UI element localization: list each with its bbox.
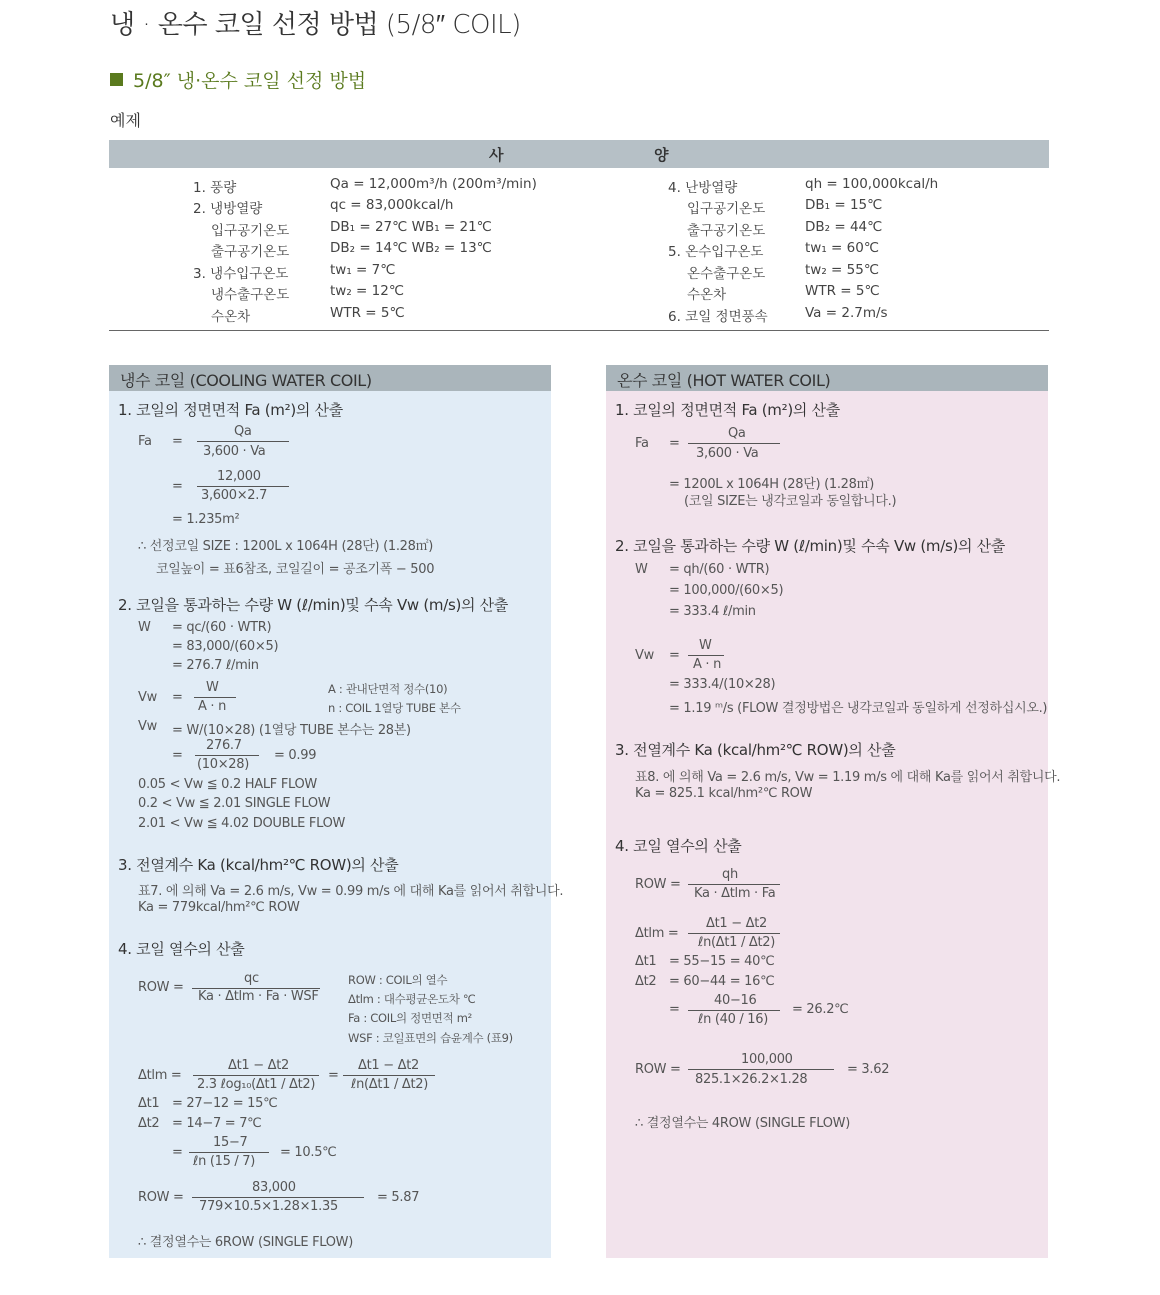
spec-left-value-3: DB₂ = 14℃ WB₂ = 13℃ <box>330 240 492 256</box>
hot-dt1-label: Δt1 <box>635 954 657 969</box>
cooling-panel-title: 냉수 코일 (COOLING WATER COIL) <box>120 371 372 390</box>
cooling-row-note-4: WSF : 코일표면의 습윤계수 (표9) <box>348 1031 513 1045</box>
hot-w-label: W <box>635 562 648 577</box>
cooling-fa2-den: 3,600×2.7 <box>201 488 268 503</box>
cooling-fa-fraction-bar <box>197 441 289 442</box>
spec-divider <box>109 330 1049 331</box>
spec-left-label-5: 냉수출구온도 <box>211 287 290 303</box>
cooling-s3-heading: 3. 전열계수 Ka (kcal/hm²℃ ROW)의 산출 <box>118 856 399 874</box>
spec-right-label-0: 4. 난방열량 <box>668 180 738 196</box>
hot-w-line3: = 333.4 ℓ/min <box>669 604 756 619</box>
cooling-row-label: ROW = <box>138 980 184 995</box>
hot-dt2: = 60−44 = 16℃ <box>669 974 775 989</box>
cooling-dtlm-num2: Δt1 − Δt2 <box>358 1058 419 1073</box>
cooling-s2-heading: 2. 코일을 통과하는 수량 W (ℓ/min)및 수속 Vw (m/s)의 산출 <box>118 596 509 614</box>
hot-w-line2: = 100,000/(60×5) <box>669 583 784 598</box>
spec-right-value-2: DB₂ = 44℃ <box>805 219 883 235</box>
cooling-s3-line2: Ka = 779kcal/hm²℃ ROW <box>138 900 300 915</box>
cooling-dtlm3-den: ℓn (15 / 7) <box>193 1154 256 1169</box>
subtitle-text: 5/8″ 냉·온수 코일 선정 방법 <box>133 70 367 92</box>
cooling-s4-heading: 4. 코일 열수의 산출 <box>118 940 245 958</box>
hot-s1-heading: 1. 코일의 정면면적 Fa (m²)의 산출 <box>615 401 840 419</box>
hot-fa-line1: = 1200L x 1064H (28단) (1.28㎡) <box>669 477 875 492</box>
hot-s3-heading: 3. 전열계수 Ka (kcal/hm²℃ ROW)의 산출 <box>615 741 896 759</box>
hot-fa-fraction-bar <box>688 443 780 444</box>
cooling-vw-eq: = <box>172 690 183 705</box>
spec-right-label-5: 수온차 <box>687 287 727 303</box>
cooling-vw3-num: 276.7 <box>206 738 242 753</box>
cooling-vw-num: W <box>206 680 219 695</box>
cooling-fa-num: Qa <box>234 424 252 439</box>
cooling-dt2-label: Δt2 <box>138 1116 160 1131</box>
hot-vw-num: W <box>699 638 712 653</box>
cooling-vw3-fraction-bar <box>195 755 259 756</box>
spec-left-value-0: Qa = 12,000m³/h (200m³/min) <box>330 176 537 192</box>
hot-dtlm2-eq: = <box>669 1002 680 1017</box>
hot-row2-den: 825.1×26.2×1.28 <box>695 1072 808 1087</box>
cooling-row2-fraction-bar <box>192 1197 364 1198</box>
cooling-vw-result: = 0.99 <box>274 748 317 763</box>
cooling-flow-range-2: 0.2 < Vw ≦ 2.01 SINGLE FLOW <box>138 796 331 811</box>
spec-left-label-2: 입구공기온도 <box>211 223 290 239</box>
cooling-selected-size: ∴ 선정코일 SIZE : 1200L x 1064H (28단) (1.28㎡) <box>138 539 434 554</box>
hot-fa-num: Qa <box>728 426 746 441</box>
hot-row-result: = 3.62 <box>847 1062 890 1077</box>
cooling-panel-header <box>109 365 551 391</box>
hot-dtlm2-fraction-bar <box>688 1010 780 1011</box>
cooling-w-line2: = 83,000/(60×5) <box>172 639 279 654</box>
hot-dt1: = 55−15 = 40℃ <box>669 954 775 969</box>
spec-left-label-6: 수온차 <box>211 309 251 325</box>
cooling-note-n: n : COIL 1열당 TUBE 본수 <box>328 701 461 715</box>
cooling-vw3-eq: = <box>172 748 183 763</box>
spec-right-value-3: tw₁ = 60℃ <box>805 240 879 256</box>
hot-dt2-label: Δt2 <box>635 974 657 989</box>
hot-coil-panel <box>606 365 1061 1258</box>
spec-left-value-1: qc = 83,000kcal/h <box>330 197 454 213</box>
spec-header <box>109 140 1049 168</box>
hot-s3-line2: Ka = 825.1 kcal/hm²℃ ROW <box>635 786 813 801</box>
cooling-w-line3: = 276.7 ℓ/min <box>172 658 259 673</box>
cooling-flow-range-3: 2.01 < Vw ≦ 4.02 DOUBLE FLOW <box>138 816 346 831</box>
hot-s4-heading: 4. 코일 열수의 산출 <box>615 837 742 855</box>
cooling-row-den: Ka · Δtlm · Fa · WSF <box>198 989 319 1004</box>
hot-dtlm-label: Δtlm = <box>635 926 679 941</box>
square-bullet-icon <box>110 73 123 86</box>
spec-left-label-1: 2. 냉방열량 <box>193 201 263 217</box>
hot-vw-fraction-bar <box>688 655 724 656</box>
cooling-dtlm3-num: 15−7 <box>213 1135 248 1150</box>
hot-row-label: ROW = <box>635 877 681 892</box>
spec-right-value-5: WTR = 5℃ <box>805 283 880 299</box>
spec-left-value-6: WTR = 5℃ <box>330 305 405 321</box>
spec-left-value-4: tw₁ = 7℃ <box>330 262 396 278</box>
cooling-dtlm2-fraction-bar <box>343 1075 435 1076</box>
cooling-flow-range-1: 0.05 < Vw ≦ 0.2 HALF FLOW <box>138 777 317 792</box>
cooling-row-result: = 5.87 <box>377 1190 420 1205</box>
spec-left-label-0: 1. 풍량 <box>193 180 237 196</box>
spec-right-label-2: 출구공기온도 <box>687 223 766 239</box>
spec-right-value-0: qh = 100,000kcal/h <box>805 176 939 192</box>
hot-row-fraction-bar <box>688 884 780 885</box>
cooling-dtlm3-fraction-bar <box>189 1152 269 1153</box>
cooling-dtlm-label: Δtlm = <box>138 1068 182 1083</box>
cooling-s3-line1: 표7. 에 의해 Va = 2.6 m/s, Vw = 0.99 m/s 에 대해 Ka를 읽어서 취합니다. <box>138 884 564 899</box>
page-title: 냉 · 온수 코일 선정 방법 (5/8″ COIL) <box>110 10 521 40</box>
cooling-vw-label: Vw <box>138 690 157 705</box>
spec-right-value-4: tw₂ = 55℃ <box>805 262 879 278</box>
cooling-fa2-fraction-bar <box>197 486 289 487</box>
cooling-w-label: W <box>138 620 151 635</box>
hot-row2-fraction-bar <box>688 1069 834 1070</box>
cooling-size-note: 코일높이 = 표6참조, 코일길이 = 공조기폭 − 500 <box>156 562 435 577</box>
cooling-dtlm-den: 2.3 ℓog₁₀(Δt1 / Δt2) <box>197 1077 316 1092</box>
cooling-vw2-line: = W/(10×28) (1열당 TUBE 본수는 28본) <box>172 723 411 738</box>
cooling-row-num: qc <box>244 971 259 986</box>
hot-dtlm-fraction-bar <box>688 933 780 934</box>
cooling-fa-eq: = <box>172 434 183 449</box>
cooling-dtlm-fraction-bar <box>193 1075 319 1076</box>
cooling-dtlm-result: = 10.5℃ <box>280 1145 337 1160</box>
hot-row2-num: 100,000 <box>741 1052 793 1067</box>
hot-panel-header <box>606 365 1048 391</box>
hot-w-line1: = qh/(60 · WTR) <box>669 562 770 577</box>
hot-row2-label: ROW = <box>635 1062 681 1077</box>
cooling-vw-fraction-bar <box>194 697 236 698</box>
hot-s2-heading: 2. 코일을 통과하는 수량 W (ℓ/min)및 수속 Vw (m/s)의 산출 <box>615 537 1006 555</box>
cooling-row2-label: ROW = <box>138 1190 184 1205</box>
hot-row-num: qh <box>722 867 738 882</box>
cooling-w-line1: = qc/(60 · WTR) <box>172 620 272 635</box>
cooling-fa-result: = 1.235m² <box>172 512 240 527</box>
hot-panel-title: 온수 코일 (HOT WATER COIL) <box>617 371 831 390</box>
example-label: 예제 <box>110 111 141 130</box>
spec-header-left: 사 <box>489 146 504 164</box>
cooling-row-note-3: Fa : COIL의 정면면적 m² <box>348 1011 472 1025</box>
cooling-note-a: A : 관내단면적 정수(10) <box>328 682 448 696</box>
spec-left-value-2: DB₁ = 27℃ WB₁ = 21℃ <box>330 219 492 235</box>
cooling-dtlm-eq: = <box>328 1068 339 1083</box>
hot-dtlm-den: ℓn(Δt1 / Δt2) <box>698 935 776 950</box>
hot-fa-eq: = <box>669 436 680 451</box>
hot-dtlm2-den: ℓn (40 / 16) <box>698 1012 769 1027</box>
cooling-row-note-1: ROW : COIL의 열수 <box>348 973 448 987</box>
cooling-dtlm-num: Δt1 − Δt2 <box>228 1058 289 1073</box>
cooling-s1-heading: 1. 코일의 정면면적 Fa (m²)의 산출 <box>118 401 343 419</box>
hot-conclusion: ∴ 결정열수는 4ROW (SINGLE FLOW) <box>635 1116 851 1131</box>
cooling-conclusion: ∴ 결정열수는 6ROW (SINGLE FLOW) <box>138 1235 354 1250</box>
spec-header-right: 양 <box>654 146 669 164</box>
spec-right-label-1: 입구공기온도 <box>687 201 766 217</box>
cooling-row2-den: 779×10.5×1.28×1.35 <box>199 1199 338 1214</box>
cooling-fa-label: Fa <box>138 434 152 449</box>
spec-right-label-4: 온수출구온도 <box>687 266 766 282</box>
cooling-vw3-den: (10×28) <box>197 757 250 772</box>
spec-left-value-5: tw₂ = 12℃ <box>330 283 404 299</box>
hot-s3-line1: 표8. 에 의해 Va = 2.6 m/s, Vw = 1.19 m/s 에 대해 Ka를 읽어서 취합니다. <box>635 770 1061 785</box>
spec-right-label-3: 5. 온수입구온도 <box>668 244 764 260</box>
hot-vw-label: Vw <box>635 648 654 663</box>
cooling-vw-den: A · n <box>198 699 227 714</box>
hot-dtlm2-num: 40−16 <box>714 993 757 1008</box>
hot-fa-line2: (코일 SIZE는 냉각코일과 동일합니다.) <box>684 494 897 509</box>
cooling-dt2: = 14−7 = 7℃ <box>172 1116 262 1131</box>
hot-vw-line1: = 333.4/(10×28) <box>669 677 776 692</box>
cooling-dt1-label: Δt1 <box>138 1096 160 1111</box>
cooling-dtlm3-eq: = <box>172 1145 183 1160</box>
cooling-fa2-eq: = <box>172 479 183 494</box>
hot-row-den: Ka · Δtlm · Fa <box>694 886 776 901</box>
cooling-row2-num: 83,000 <box>252 1180 296 1195</box>
hot-vw-line2: = 1.19 ᵐ/s (FLOW 결정방법은 냉각코일과 동일하게 선정하십시오.) <box>669 701 1048 716</box>
cooling-vw2-label: Vw <box>138 719 157 734</box>
hot-dtlm-result: = 26.2℃ <box>792 1002 849 1017</box>
section-subtitle <box>110 66 366 93</box>
hot-vw-den: A · n <box>693 657 722 672</box>
cooling-fa-den: 3,600 · Va <box>203 444 266 459</box>
cooling-coil-panel <box>109 365 564 1258</box>
hot-fa-den: 3,600 · Va <box>696 446 759 461</box>
cooling-row-note-2: Δtlm : 대수평균온도차 ℃ <box>348 992 476 1006</box>
cooling-dtlm-den2: ℓn(Δt1 / Δt2) <box>351 1077 429 1092</box>
hot-vw-eq: = <box>669 648 680 663</box>
hot-dtlm-num: Δt1 − Δt2 <box>706 916 767 931</box>
spec-left-label-4: 3. 냉수입구온도 <box>193 266 289 282</box>
cooling-dt1: = 27−12 = 15℃ <box>172 1096 278 1111</box>
hot-fa-label: Fa <box>635 436 649 451</box>
spec-right-value-6: Va = 2.7m/s <box>805 305 888 321</box>
cooling-fa2-num: 12,000 <box>217 469 261 484</box>
spec-right-value-1: DB₁ = 15℃ <box>805 197 883 213</box>
spec-right-label-6: 6. 코일 정면풍속 <box>668 309 768 325</box>
spec-left-label-3: 출구공기온도 <box>211 244 290 260</box>
